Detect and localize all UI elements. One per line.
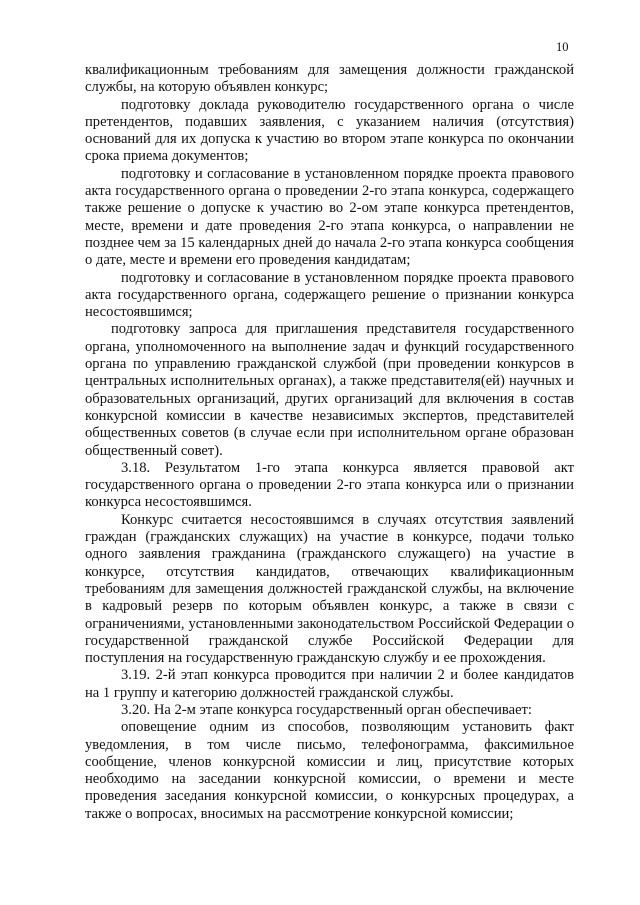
document-body <box>85 62 574 823</box>
paragraph: подготовку запроса для приглашения представителя государственного органа, уполномоченного на выполнение задач и функций государственного органа по управлению гражданской службой (при проведении конкурсов в центральных исполнительных органах), а также представителя(ей) научных и образовательных организаций, других организаций для включения в состав конкурсной комиссии в качестве независимых экспертов, представителей общественных советов (в случае если при исполнительном органе образован общественный совет). <box>85 321 574 459</box>
paragraph: Конкурс считается несостоявшимся в случаях отсутствия заявлений граждан (гражданских служащих) на участие в конкурсе, подачи только одного заявления гражданина (гражданского служащего) на участие в конкурсе, отсутствия кандидатов, отвечающих квалификационным требованиям для замещения должностей гражданской службы, на включение в кадровый резерв по которым объявлен конкурс, а также в связи с ограничениями, установленными законодательством Российской Федерации о государственной гражданской службе Российской Федерации для поступления на государственную гражданскую службу и ее прохождения. <box>85 511 574 667</box>
paragraph: оповещение одним из способов, позволяющим установить факт уведомления, в том числе письмо, телефонограмма, факсимильное сообщение, членов конкурсной комиссии и лиц, присутствие которых необходимо на заседании конкурсной комиссии, о времени и месте проведения заседания конкурсной комиссии, о конкурсных процедурах, а также о вопросах, вносимых на рассмотрение конкурсной комиссии; <box>85 719 574 822</box>
paragraph-clause-3-20: 3.20. На 2-м этапе конкурса государственный орган обеспечивает: <box>121 701 532 718</box>
paragraph-clause-3-19: 3.19. 2-й этап конкурса проводится при наличии 2 и более кандидатов на 1 группу и категорию должностей гражданской службы. <box>85 667 574 701</box>
page-number: 10 <box>556 40 569 54</box>
paragraph-continuation: квалификационным требованиям для замещения должности гражданской службы, на которую объявлен конкурс; <box>85 62 574 96</box>
paragraph: подготовку доклада руководителю государственного органа о числе претендентов, подавших заявления, с указанием наличия (отсутствия) оснований для их допуска к участию во втором этапе конкурса по окончании срока приема документов; <box>85 96 574 165</box>
paragraph: подготовку и согласование в установленном порядке проекта правового акта государственного органа, содержащего решение о признании конкурса несостоявшимся; <box>85 269 574 321</box>
paragraph: подготовку и согласование в установленном порядке проекта правового акта государственного органа о проведении 2-го этапа конкурса, содержащего также решение о допуске к участию во 2-ом этапе конкурса претендентов, месте, времени и дате проведения 2-го этапа конкурса, о направлении не позднее чем за 15 календарных дней до начала 2-го этапа конкурса сообщения о дате, месте и времени его проведения кандидатам; <box>85 165 574 269</box>
paragraph-clause-3-18: 3.18. Результатом 1-го этапа конкурса является правовой акт государственного органа о проведении 2-го этапа конкурса или о признании конкурса несостоявшимся. <box>85 459 574 511</box>
